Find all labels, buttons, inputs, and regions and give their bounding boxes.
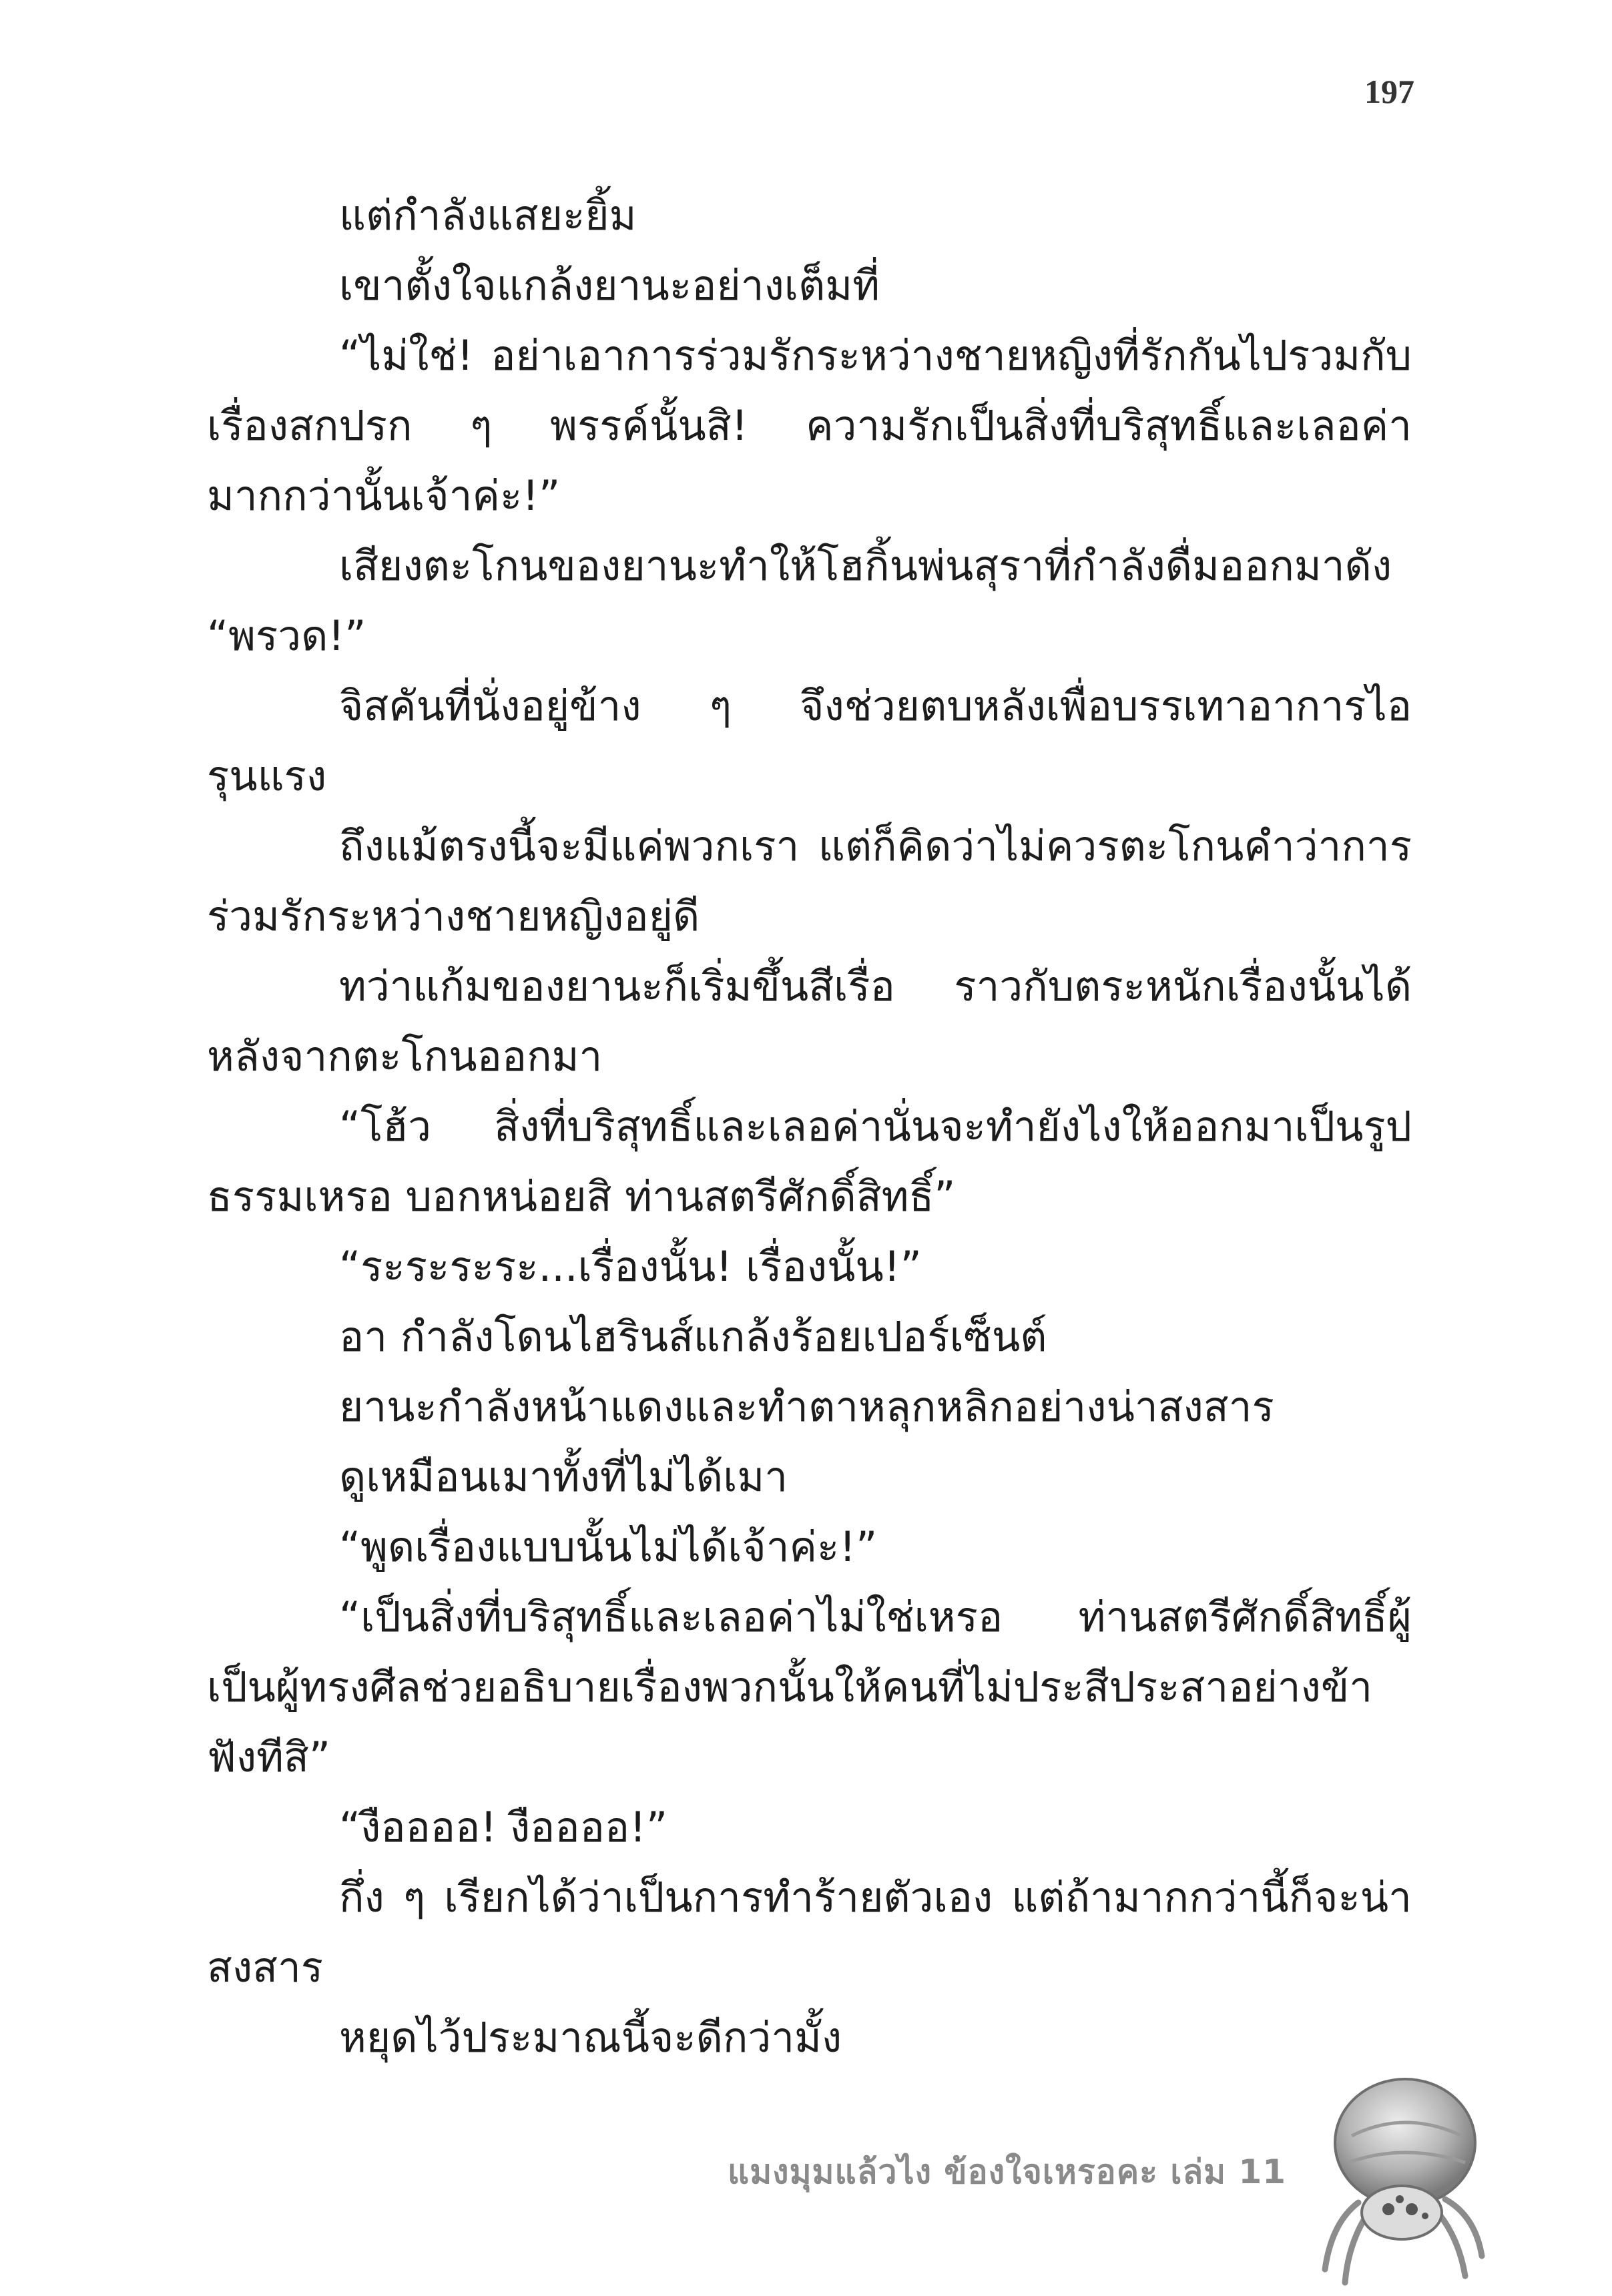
spider-mascot-icon — [1318, 2069, 1485, 2289]
paragraph: กึ่ง ๆ เรียกได้ว่าเป็นการทำร้ายตัวเอง แต่ถ้ามากกว่านี้ก็จะน่าสงสาร — [207, 1873, 1412, 1992]
paragraph: หยุดไว้ประมาณนี้จะดีกว่ามั้ง — [339, 2013, 842, 2062]
paragraph: อา กำลังโดนไฮรินส์แกล้งร้อยเปอร์เซ็นต์ — [339, 1312, 1047, 1361]
footer-book-title: แมงมุมแล้วไง ข้องใจเหรอคะ เล่ม 11 — [728, 2152, 1287, 2191]
paragraph: “ไม่ใช่! อย่าเอาการร่วมรักระหว่างชายหญิงที่รักกันไปรวมกับเรื่องสกปรก ๆ พรรค์นั้นสิ! ความรักเป็นสิ่งที่บริสุทธิ์และเลอค่ามากกว่านั้นเจ้าค่ะ!” — [207, 331, 1412, 520]
paragraph: “พูดเรื่องแบบนั้นไม่ได้เจ้าค่ะ!” — [339, 1522, 878, 1571]
paragraph: จิสคันที่นั่งอยู่ข้าง ๆ จึงช่วยตบหลังเพื่อบรรเทาอาการไอรุนแรง — [207, 681, 1412, 800]
paragraph: เสียงตะโกนของยานะทำให้โฮกิ้นพ่นสุราที่กำลังดื่มออกมาดัง “พรวด!” — [207, 541, 1392, 660]
paragraph: ถึงแม้ตรงนี้จะมีแค่พวกเรา แต่ก็คิดว่าไม่ควรตะโกนคำว่าการร่วมรักระหว่างชายหญิงอยู่ดี — [207, 822, 1412, 940]
paragraph: “เป็นสิ่งที่บริสุทธิ์และเลอค่าไม่ใช่เหรอ ท่านสตรีศักดิ์สิทธิ์ผู้เป็นผู้ทรงศีลช่วยอธิบายเรื่องพวกนั้นให้คนที่ไม่ประสีประสาอย่างข้าฟังทีสิ” — [207, 1593, 1412, 1781]
page-number: 197 — [1364, 73, 1414, 110]
paragraph: แต่กำลังแสยะยิ้ม — [339, 191, 637, 240]
paragraph: ยานะกำลังหน้าแดงและทำตาหลุกหลิกอย่างน่าสงสาร — [339, 1382, 1274, 1431]
paragraph: “ระระระระ...เรื่องนั้น! เรื่องนั้น!” — [339, 1242, 922, 1291]
paragraph: เขาตั้งใจแกล้งยานะอย่างเต็มที่ — [339, 261, 880, 310]
paragraph: ดูเหมือนเมาทั้งที่ไม่ได้เมา — [339, 1452, 788, 1501]
paragraph: “โฮ้ว สิ่งที่บริสุทธิ์และเลอค่านั่นจะทำยังไงให้ออกมาเป็นรูปธรรมเหรอ บอกหน่อยสิ ท่านสตรีศักดิ์สิทธิ์” — [207, 1102, 1412, 1221]
paragraph: “งืออออ! งืออออ!” — [339, 1803, 668, 1851]
body-text — [207, 180, 1412, 2072]
paragraph: ทว่าแก้มของยานะก็เริ่มขึ้นสีเรื่อ ราวกับตระหนักเรื่องนั้นได้หลังจากตะโกนออกมา — [207, 962, 1412, 1081]
